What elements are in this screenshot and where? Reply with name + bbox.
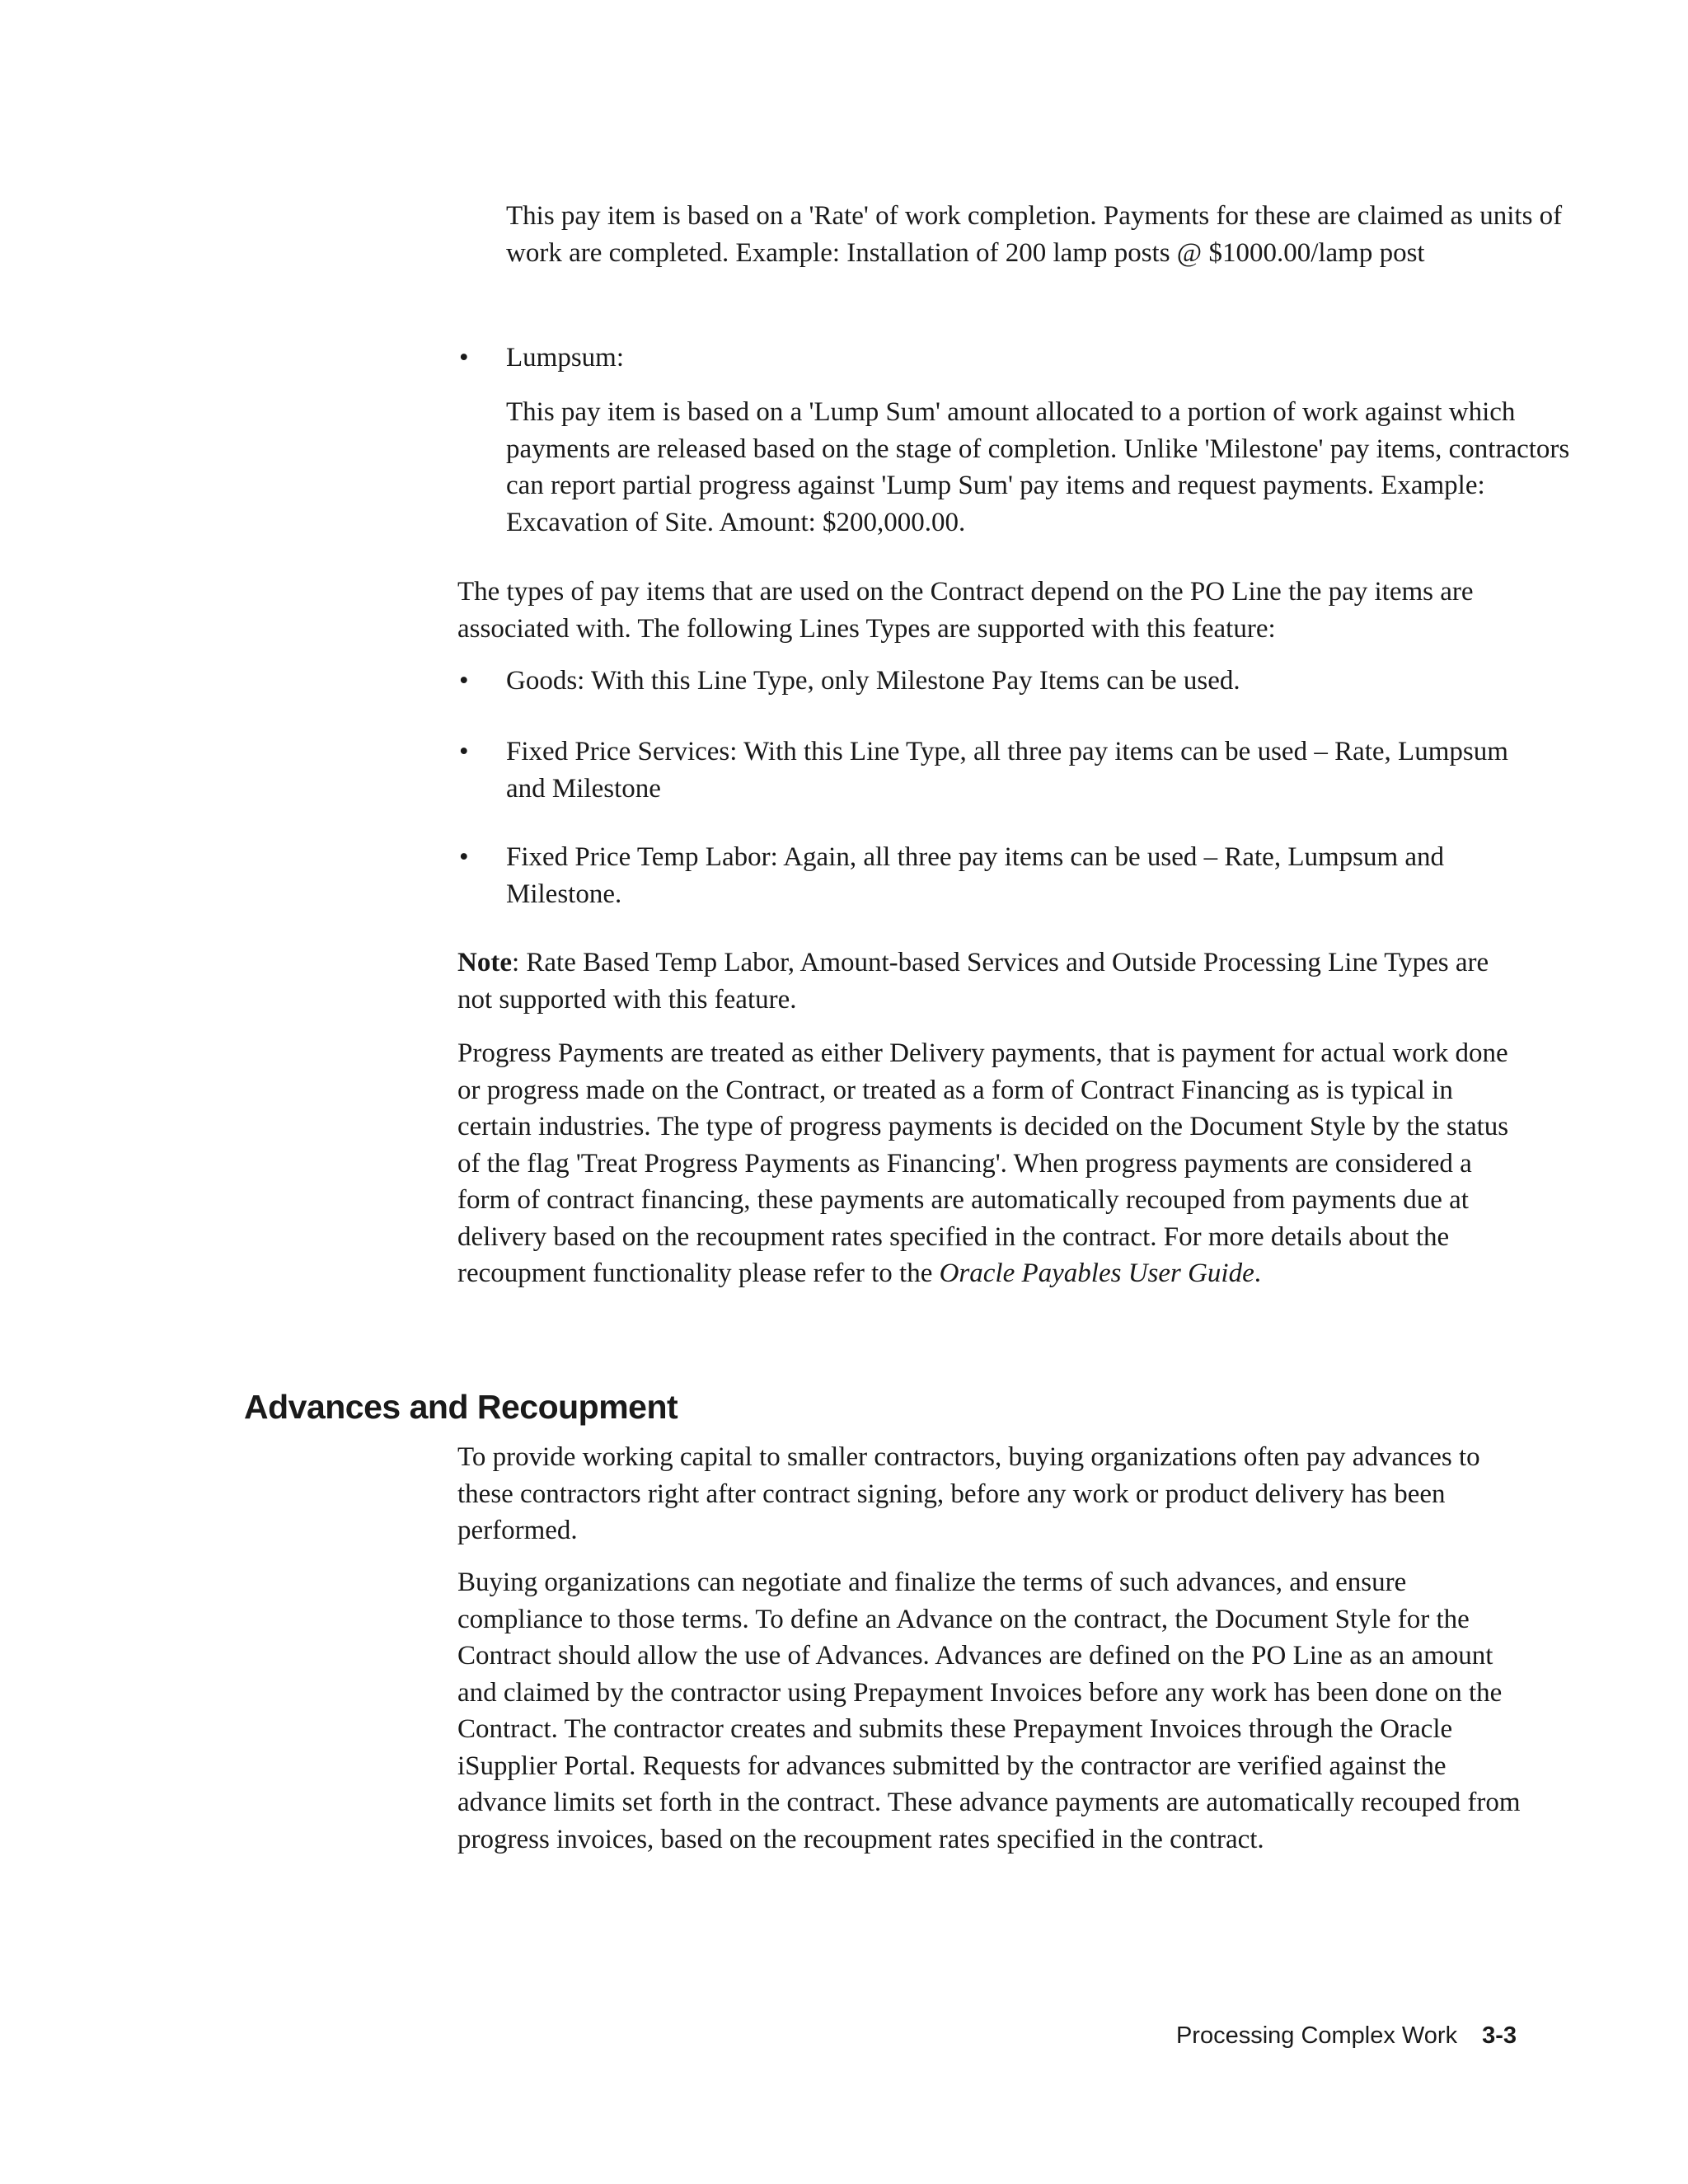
bullet-marker: • <box>459 842 469 872</box>
advances-paragraph-1: To provide working capital to smaller contractors, buying organizations often pay advances to these contractors right after contract signing, before any work or product delivery has been performed. <box>457 1442 1480 1545</box>
progress-payments-end: . <box>1254 1258 1262 1288</box>
list-item <box>457 733 1529 807</box>
line-type-text: Fixed Price Services: With this Line Type, all three pay items can be used – Rate, Lumpsum and Milestone <box>506 737 1508 804</box>
line-types-intro: The types of pay items that are used on the Contract depend on the PO Line the pay items are associated with. The following Lines Types are supported with this feature: <box>457 577 1474 644</box>
lumpsum-bullet-block <box>457 340 1529 377</box>
advances-para-1-block <box>457 1439 1529 1549</box>
list-item <box>457 839 1529 912</box>
rate-description: This pay item is based on a 'Rate' of work completion. Payments for these are claimed as units of work are completed. Example: Installation of 200 lamp posts @ $1000.00/lamp post <box>506 201 1563 268</box>
note-text: : Rate Based Temp Labor, Amount-based Services and Outside Processing Line Types are not supported with this feature. <box>457 948 1489 1015</box>
lumpsum-description-block <box>457 394 1578 541</box>
line-type-text: Goods: With this Line Type, only Milestone Pay Items can be used. <box>506 666 1240 696</box>
line-types-list-item-services <box>457 733 1529 807</box>
bullet-marker: • <box>459 737 469 766</box>
progress-payments-text: Progress Payments are treated as either Delivery payments, that is payment for actual work done or progress made on the Contract, or treated as a form of Contract Financing as is typical in certain industries. The type of progress payments is decided on the Document Style by the status of the flag 'Treat Progress Payments as Financing'. When progress payments are considered a form of contract financing, these payments are automatically recouped from payments due at delivery based on the recoupment rates specified in the contract. For more details about the recoupment functionality please refer to the <box>457 1038 1509 1288</box>
list-item <box>457 663 1529 700</box>
lumpsum-description: This pay item is based on a 'Lump Sum' amount allocated to a portion of work against which payments are released based on the stage of completion. Unlike 'Milestone' pay items, contractors can report partial progress against 'Lump Sum' pay items and request payments. Example: Excavation of Site. Amount: $200,000.00. <box>506 397 1570 537</box>
guide-title: Oracle Payables User Guide <box>939 1258 1254 1288</box>
rate-description-block <box>457 198 1578 271</box>
line-type-text: Fixed Price Temp Labor: Again, all three pay items can be used – Rate, Lumpsum and Milestone. <box>506 842 1445 909</box>
advances-paragraph-2: Buying organizations can negotiate and finalize the terms of such advances, and ensure compliance to those terms. To define an Advance on the contract, the Document Style for the Contract should allow the use of Advances. Advances are defined on the PO Line as an amount and claimed by the contractor using Prepayment Invoices before any work has been done on the Contract. The contractor creates and submits these Prepayment Invoices through the Oracle iSupplier Portal. Requests for advances submitted by the contractor are verified against the advance limits set forth in the contract. These advance payments are automatically recouped from progress invoices, based on the recoupment rates specified in the contract. <box>457 1568 1521 1854</box>
page-footer <box>1176 2021 1517 2050</box>
footer-page-number: 3-3 <box>1482 2022 1517 2049</box>
advances-para-2-block <box>457 1564 1529 1858</box>
line-types-intro-block <box>457 574 1529 647</box>
footer-chapter-title: Processing Complex Work <box>1175 2022 1458 2049</box>
note-paragraph <box>457 944 1529 1018</box>
note-block <box>457 944 1529 1018</box>
progress-payments-paragraph <box>457 1035 1529 1292</box>
line-types-list-item-temp-labor <box>457 839 1529 912</box>
section-heading: Advances and Recoupment <box>244 1388 678 1426</box>
note-label: Note <box>457 948 512 977</box>
progress-payments-block <box>457 1035 1529 1292</box>
line-types-list-item-goods <box>457 663 1529 700</box>
bullet-marker: • <box>459 343 469 373</box>
lumpsum-label: Lumpsum: <box>506 343 625 373</box>
list-item <box>457 340 1529 377</box>
bullet-marker: • <box>459 666 469 696</box>
